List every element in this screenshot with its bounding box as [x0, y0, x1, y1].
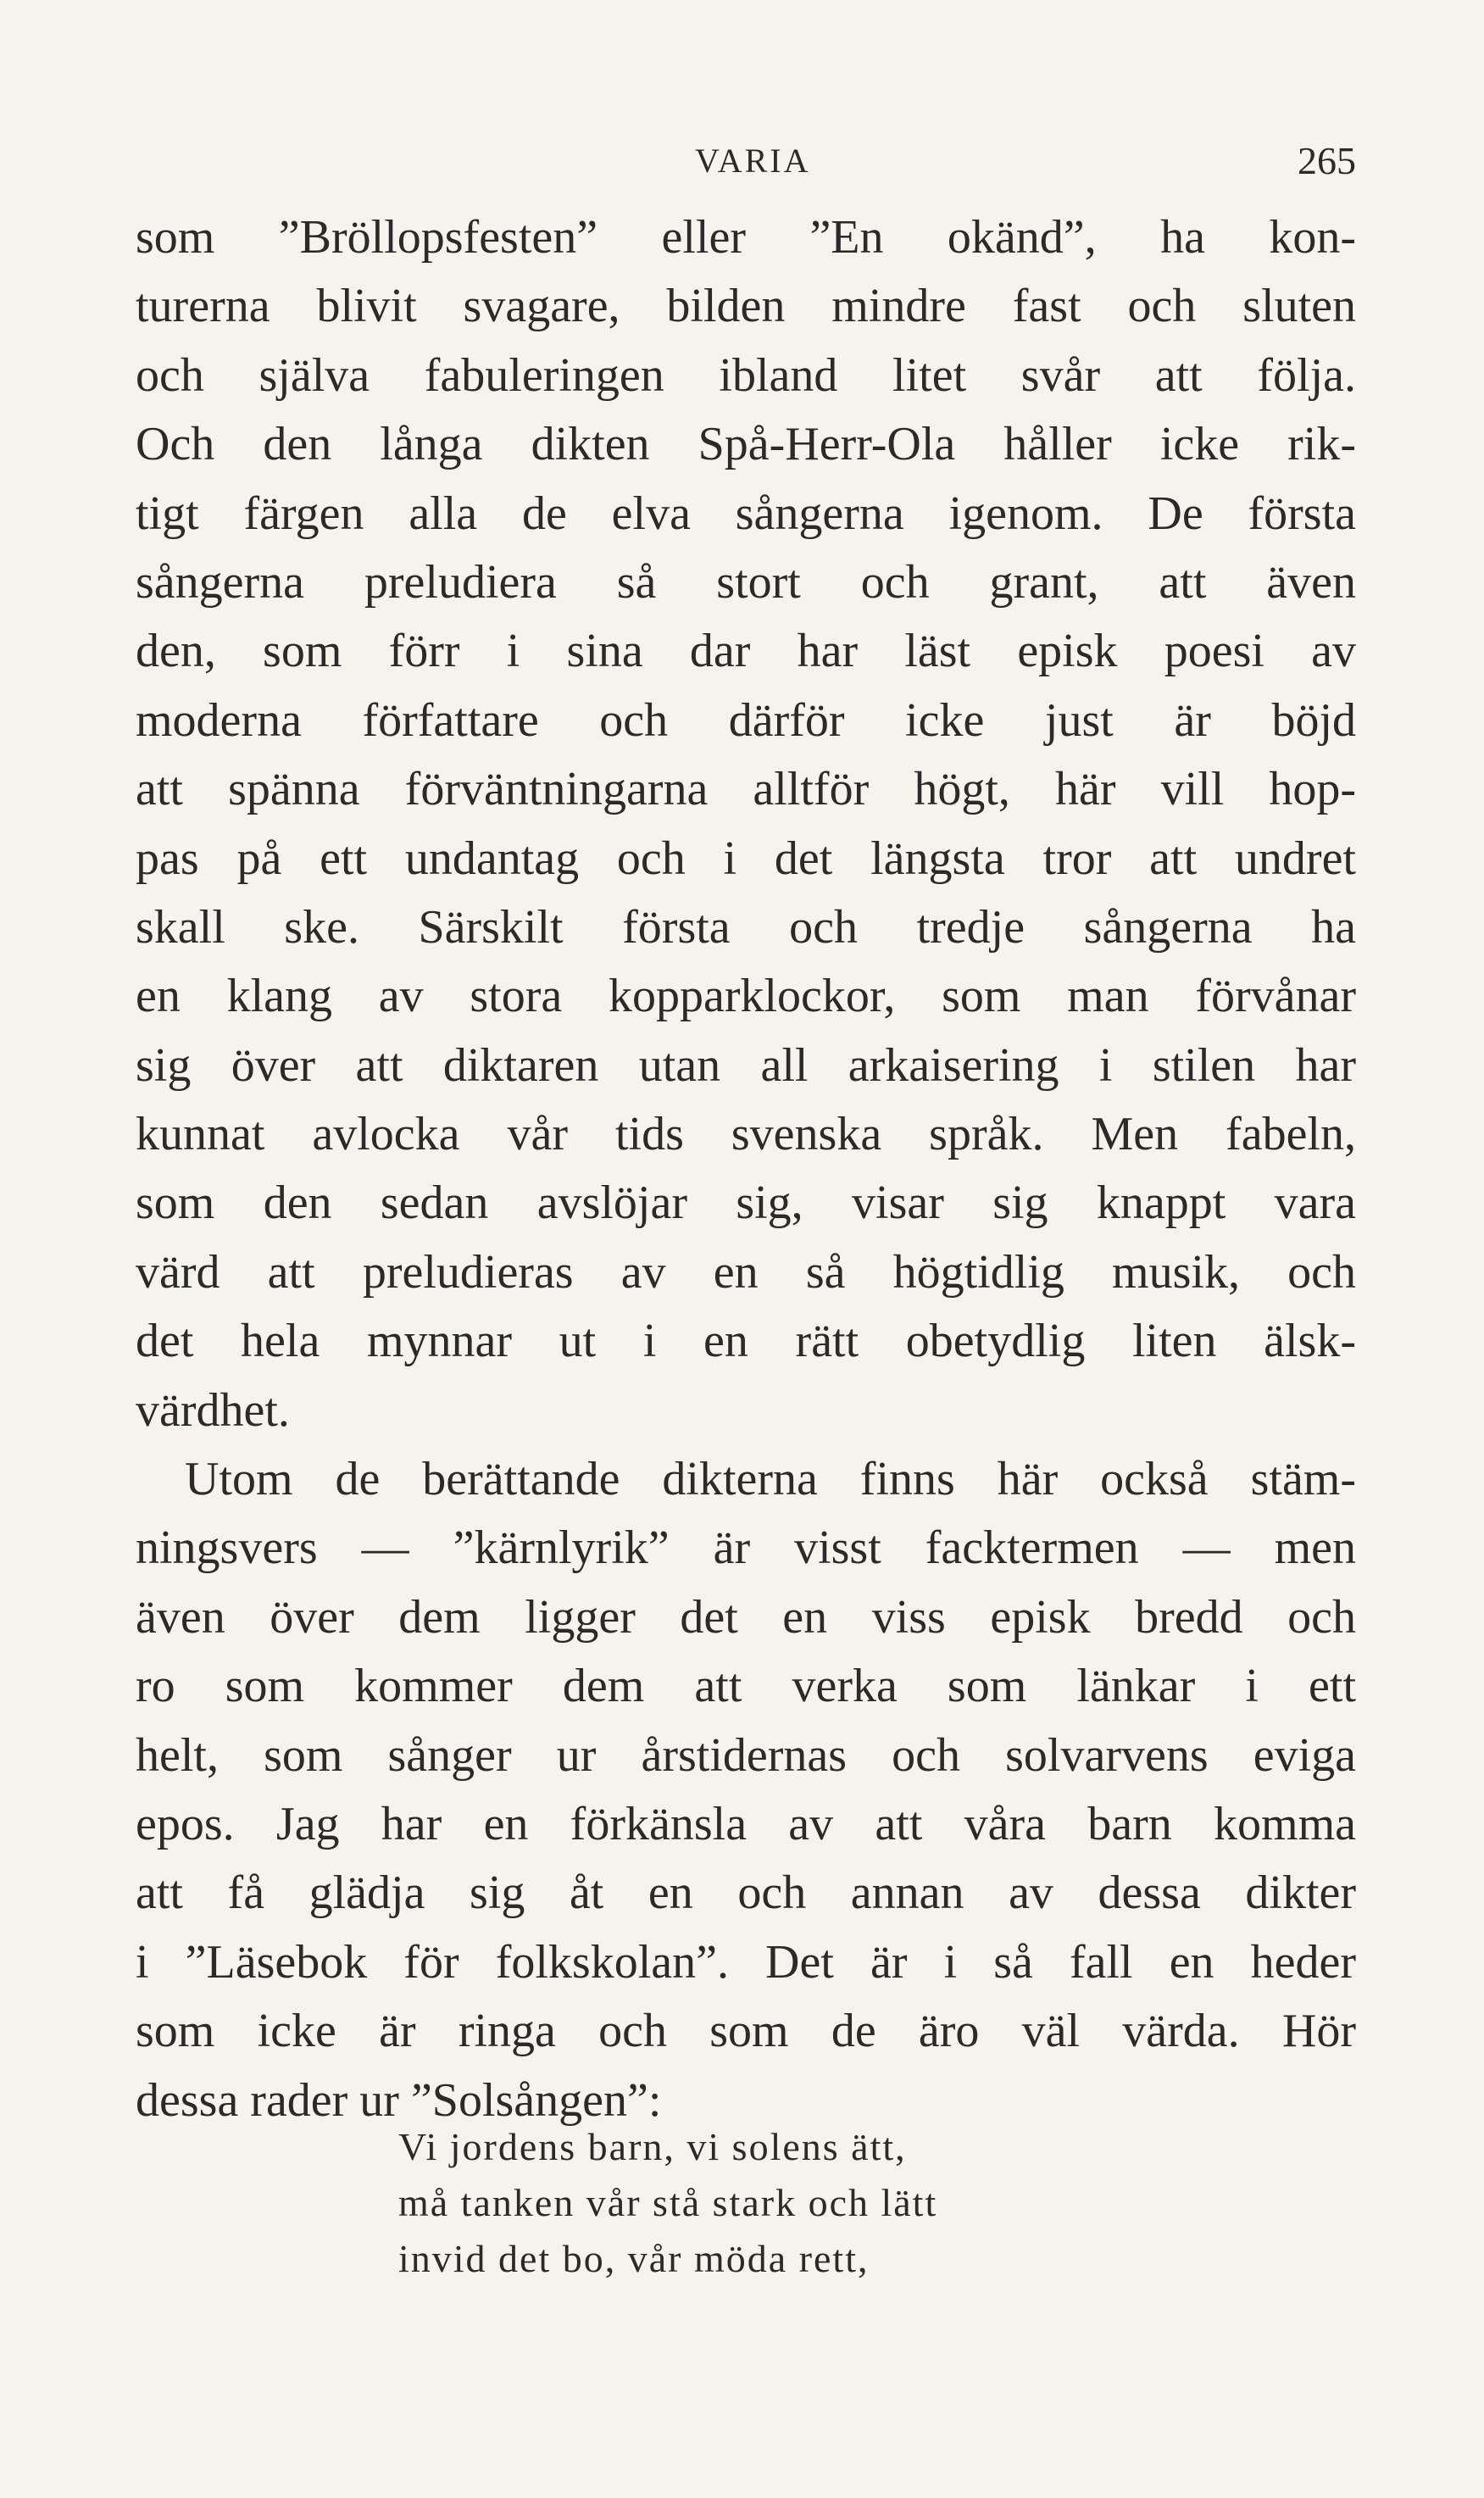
text-line: ningsvers — ”kärnlyrik” är visst facktermen — men [136, 1522, 1356, 1575]
text-line: pas på ett undantag och i det längsta tror att undret [136, 832, 1356, 885]
page-header [136, 136, 1356, 186]
text-line: den, som förr i sina dar har läst episk poesi av [136, 625, 1356, 678]
text-line: tigt färgen alla de elva sångerna igenom. De första [136, 487, 1356, 540]
running-head: VARIA [695, 142, 811, 180]
page-number: 265 [1298, 139, 1356, 182]
poem-line: invid det bo, vår möda rett, [398, 2237, 870, 2280]
text-line: det hela mynnar ut i en rätt obetydlig liten älsk- [136, 1315, 1356, 1368]
text-line: skall ske. Särskilt första och tredje sångerna ha [136, 900, 1356, 954]
text-line: värdhet. [136, 1383, 290, 1437]
paragraph-2 [136, 1445, 1356, 2135]
body-text [136, 203, 1356, 2135]
poem-excerpt [398, 2119, 1161, 2287]
text-line: turerna blivit svagare, bilden mindre fast och sluten [136, 280, 1356, 333]
text-line: i ”Läsebok för folkskolan”. Det är i så fall en heder [136, 1935, 1356, 1989]
text-line: som den sedan avslöjar sig, visar sig knappt vara [136, 1177, 1356, 1230]
text-line: dessa rader ur ”Solsången”: [136, 2073, 662, 2127]
text-line: moderna författare och därför icke just är böjd [136, 693, 1356, 747]
text-line: helt, som sånger ur årstidernas och solvarvens eviga [136, 1728, 1356, 1782]
paragraph-1 [136, 203, 1356, 1445]
text-line: även över dem ligger det en viss episk bredd och [136, 1590, 1356, 1644]
poem-line: Vi jordens barn, vi solens ätt, [398, 2125, 907, 2168]
text-line: som icke är ringa och som de äro väl värda. Hör [136, 2005, 1356, 2058]
poem-line: må tanken vår stå stark och lätt [398, 2181, 938, 2224]
text-line: kunnat avlocka vår tids svenska språk. Men fabeln, [136, 1108, 1356, 1161]
text-line: sångerna preludiera så stort och grant, att även [136, 555, 1356, 609]
text-line: sig över att diktaren utan all arkaisering i stilen har [136, 1038, 1356, 1092]
text-line: som ”Bröllopsfesten” eller ”En okänd”, ha kon- [136, 211, 1356, 264]
text-line: en klang av stora kopparklockor, som man förvånar [136, 970, 1356, 1023]
text-line: Och den långa dikten Spå-Herr-Ola håller icke rik- [136, 418, 1356, 471]
text-line: ro som kommer dem att verka som länkar i ett [136, 1660, 1356, 1713]
text-line: epos. Jag har en förkänsla av att våra barn komma [136, 1797, 1356, 1850]
text-line: att spänna förväntningarna alltför högt, här vill hop- [136, 763, 1356, 816]
text-line: Utom de berättande dikterna finns här också stäm- [185, 1453, 1356, 1506]
text-line: värd att preludieras av en så högtidlig musik, och [136, 1245, 1356, 1299]
text-line: att få glädja sig åt en och annan av dessa dikter [136, 1867, 1356, 1920]
text-line: och själva fabuleringen ibland litet svår att följa. [136, 348, 1356, 402]
